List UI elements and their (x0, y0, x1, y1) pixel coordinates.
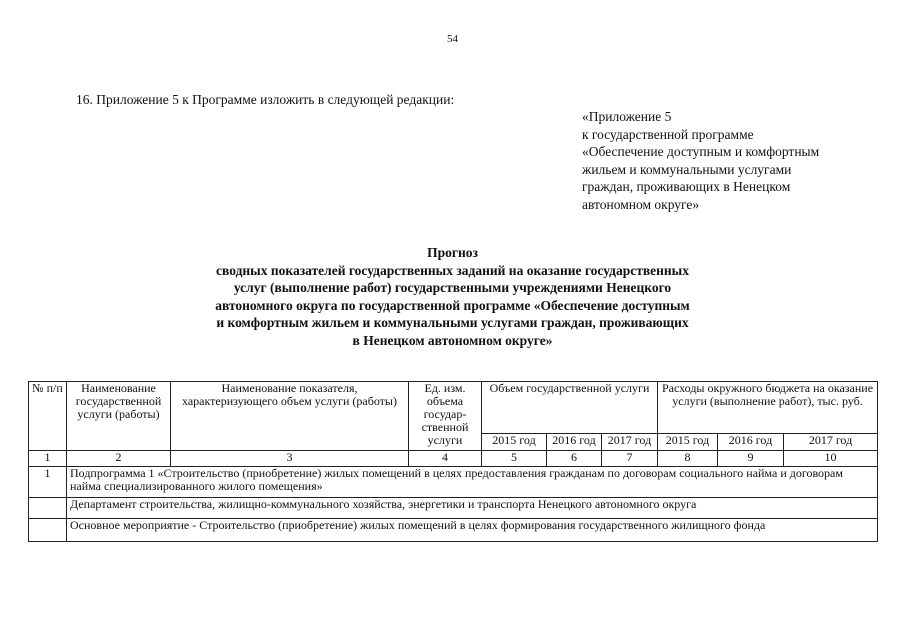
year-cell: 2016 год (718, 434, 784, 451)
column-number: 5 (482, 451, 547, 467)
column-number: 2 (67, 451, 171, 467)
page-number: 54 (447, 33, 458, 45)
header-unit: Ед. изм. объема государ-ственной услуги (409, 382, 482, 451)
appendix-line: «Обеспечение доступным и комфортным (582, 144, 820, 159)
year-cell: 2017 год (602, 434, 658, 451)
appendix-line: «Приложение 5 (582, 109, 672, 124)
column-number: 10 (784, 451, 878, 467)
header-service-volume: Объем государственной услуги (482, 382, 658, 434)
row-num: 1 (29, 467, 67, 498)
subprogram-text: Подпрограмма 1 «Строительство (приобретение) жилых помещений в целях предоставления гражданам по договорам социального найма и договорам найма специализированного жилого помещения» (67, 467, 878, 498)
header-budget-expenses: Расходы окружного бюджета на оказание услуги (выполнение работ), тыс. руб. (658, 382, 878, 434)
forecast-subtitle-line: в Ненецком автономном округе» (352, 332, 553, 348)
header-indicator-name: Наименование показателя, характеризующего объем услуги (работы) (171, 382, 409, 451)
year-cell: 2015 год (658, 434, 718, 451)
appendix-line: жильем и коммунальными услугами (582, 161, 792, 177)
column-number: 4 (409, 451, 482, 467)
forecast-title (0, 244, 905, 349)
row-num (29, 519, 67, 542)
amendment-instruction: 16. Приложение 5 к Программе изложить в следующей редакции: (76, 92, 455, 107)
appendix-line: автономном округе» (582, 196, 700, 212)
year-cell: 2015 год (482, 434, 547, 451)
header-service-name: Наименование государственной услуги (работы) (67, 382, 171, 451)
main-activity-text: Основное мероприятие - Строительство (приобретение) жилых помещений в целях формирования государственного жилищного фонда (67, 519, 878, 542)
year-cell: 2017 год (784, 434, 878, 451)
column-number: 9 (718, 451, 784, 467)
table-row (29, 519, 878, 542)
table-row (29, 467, 878, 498)
forecast-subtitle-line: услуг (выполнение работ) государственными учреждениями Ненецкого (233, 280, 672, 295)
table-row (29, 498, 878, 519)
forecast-subtitle-line: сводных показателей государственных заданий на оказание государственных (216, 262, 689, 278)
department-text: Департамент строительства, жилищно-коммунального хозяйства, энергетики и транспорта Ненецкого автономного округа (67, 498, 878, 519)
column-number: 3 (171, 451, 409, 467)
column-number: 8 (658, 451, 718, 467)
header-num: № п/п (29, 382, 67, 451)
year-cell: 2016 год (547, 434, 602, 451)
row-num (29, 498, 67, 519)
appendix-line: к государственной программе (582, 126, 754, 142)
appendix-line: граждан, проживающих в Ненецком (582, 179, 791, 194)
column-number: 6 (547, 451, 602, 467)
forecast-subtitle-line: и комфортным жильем и коммунальными услугами граждан, проживающих (216, 315, 689, 330)
forecast-heading: Прогноз (427, 245, 478, 260)
column-number: 7 (602, 451, 658, 467)
forecast-subtitle-line: автономного округа по государственной программе «Обеспечение доступным (215, 297, 690, 313)
appendix-reference (582, 108, 819, 213)
indicators-table (28, 381, 878, 542)
column-number: 1 (29, 451, 67, 467)
